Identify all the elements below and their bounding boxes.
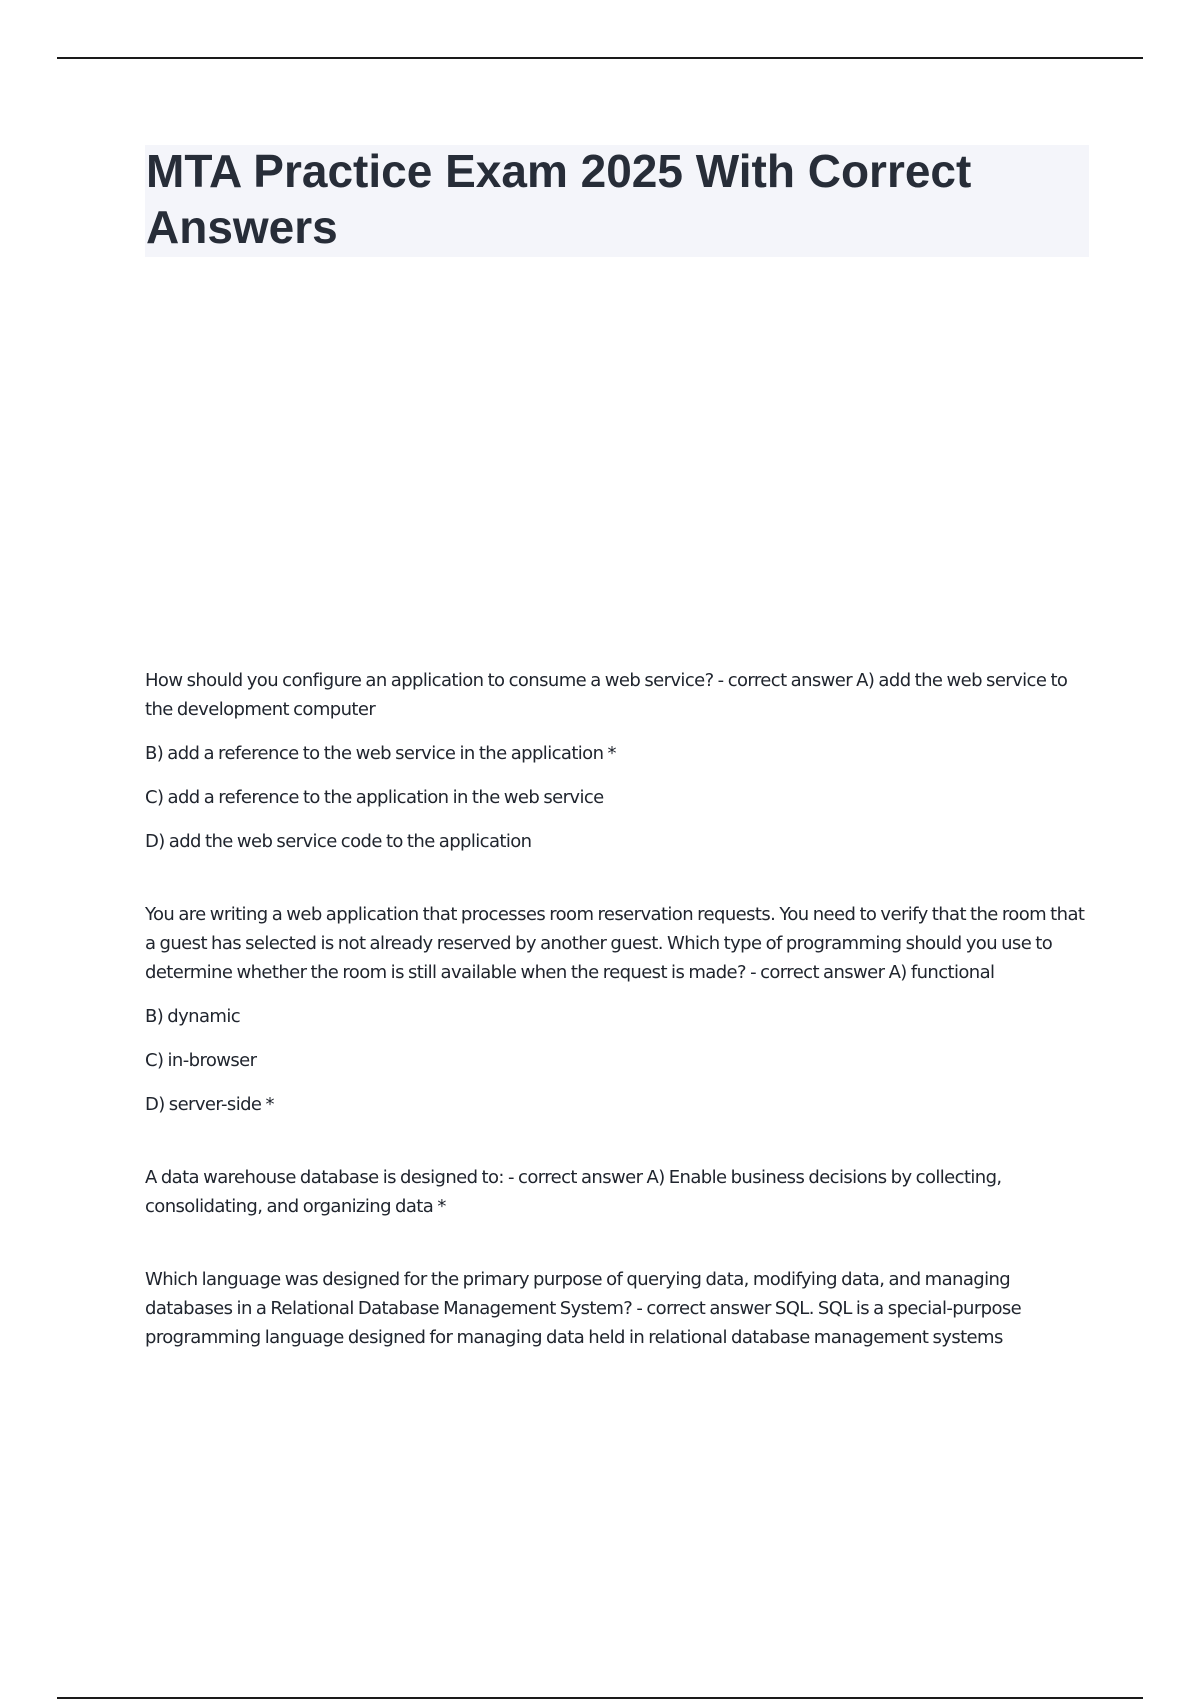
answer-option: C) add a reference to the application in the web service <box>145 787 604 808</box>
question-block-2 <box>145 900 1090 1119</box>
question-text: Which language was designed for the primary purpose of querying data, modifying data, and managing databases in a Relational Database Management System? - correct answer SQL. SQL is a special-purpose programming language designed for managing data held in relational database management systems <box>145 1269 1022 1348</box>
question-text: You are writing a web application that processes room reservation requests. You need to verify that the room that a guest has selected is not already reserved by another guest. Which type of programming should you use to determine whether the room is still available when the request is made? - correct answer A) functional <box>145 904 1085 983</box>
answer-option: D) add the web service code to the application <box>145 831 532 852</box>
answer-option: B) dynamic <box>145 1006 241 1027</box>
answer-option: D) server-side * <box>145 1094 274 1115</box>
question-text: How should you configure an application to consume a web service? - correct answer A) add the web service to the development computer <box>145 670 1068 720</box>
question-block-4 <box>145 1265 1090 1352</box>
question-text: A data warehouse database is designed to: - correct answer A) Enable business decisions by collecting, consolidating, and organizing data * <box>145 1167 1002 1217</box>
question-block-1 <box>145 666 1090 856</box>
answer-option: C) in-browser <box>145 1050 257 1071</box>
answer-option: B) add a reference to the web service in the application * <box>145 743 616 764</box>
document-body <box>145 666 1090 1396</box>
footer-rule <box>57 1697 1143 1699</box>
header-rule <box>57 57 1143 59</box>
question-block-3 <box>145 1163 1090 1221</box>
document-title: MTA Practice Exam 2025 With Correct Answers <box>146 145 972 253</box>
